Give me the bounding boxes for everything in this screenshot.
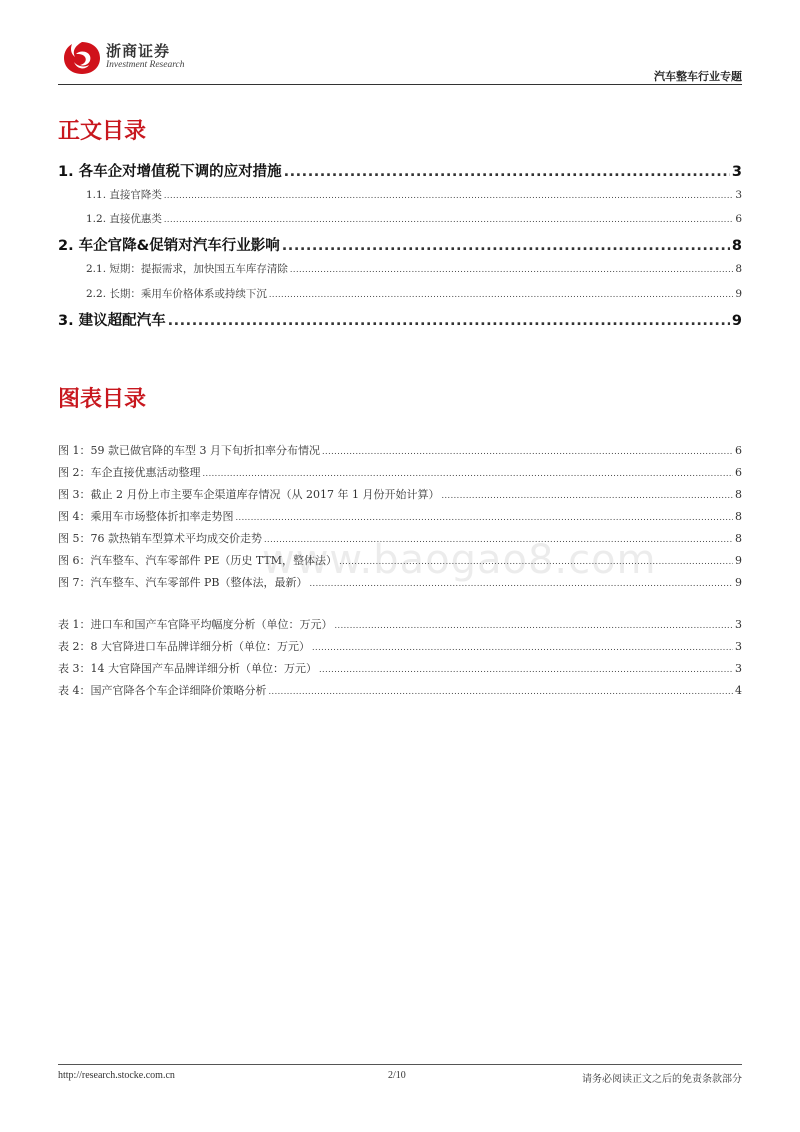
table-item-page: 3 <box>735 662 742 675</box>
figure-item-page: 6 <box>735 444 742 457</box>
table-item-label: 表 2：8 大官降进口车品牌详细分析（单位：万元） <box>58 640 310 653</box>
table-item[interactable] <box>58 638 742 654</box>
footer-disclaimer: 请务必阅读正文之后的免责条款部分 <box>582 1074 742 1085</box>
toc-item-page: 9 <box>731 313 742 329</box>
figure-item-label: 图 5：76 款热销车型算术平均成交价走势 <box>58 532 262 545</box>
figure-item[interactable] <box>58 442 742 458</box>
figure-item-label: 图 7：汽车整车、汽车零部件 PB（整体法，最新） <box>58 576 308 589</box>
table-item[interactable] <box>58 660 742 676</box>
toc-item-page: 3 <box>735 189 742 201</box>
figures-title: 图表目录 <box>58 387 147 412</box>
toc-item[interactable] <box>58 261 742 276</box>
table-item-page: 4 <box>735 684 742 697</box>
toc-item[interactable] <box>58 286 742 301</box>
toc-leader <box>319 665 733 674</box>
footer-divider <box>58 1064 742 1065</box>
table-item-label: 表 1：进口车和国产车官降平均幅度分析（单位：万元） <box>58 618 333 631</box>
brand-name-cn: 浙商证券 <box>106 42 171 60</box>
toc-item[interactable] <box>58 234 742 255</box>
table-item[interactable] <box>58 616 742 632</box>
toc-item-page: 9 <box>735 288 742 300</box>
figure-item-page: 8 <box>735 510 742 523</box>
toc-leader <box>441 491 733 500</box>
toc-leader <box>203 469 734 478</box>
figure-item[interactable] <box>58 464 742 480</box>
toc-leader <box>168 313 730 329</box>
table-item-page: 3 <box>735 640 742 653</box>
toc-item-page: 3 <box>731 164 742 180</box>
figure-item-page: 9 <box>735 576 742 589</box>
toc-item-page: 6 <box>735 213 742 225</box>
toc-item-label: 3. 建议超配汽车 <box>58 313 166 329</box>
page-number: 2/10 <box>388 1070 406 1081</box>
toc-leader <box>335 621 734 630</box>
figure-item-page: 8 <box>735 532 742 545</box>
toc-item-label: 2.2. 长期：乘用车价格体系或持续下沉 <box>86 288 267 300</box>
figure-item[interactable] <box>58 486 742 502</box>
toc-leader <box>312 643 733 652</box>
toc-item-page: 8 <box>731 238 742 254</box>
figure-item-page: 9 <box>735 554 742 567</box>
toc-leader <box>269 687 734 696</box>
toc-item[interactable] <box>58 309 742 330</box>
toc-item-label: 2.1. 短期：提振需求，加快国五车库存清除 <box>86 263 288 275</box>
toc-item[interactable] <box>58 211 742 226</box>
toc-leader <box>236 513 734 522</box>
figure-item-label: 图 3：截止 2 月份上市主要车企渠道库存情况（从 2017 年 1 月份开始计算） <box>58 488 440 501</box>
figure-item-page: 6 <box>735 466 742 479</box>
table-item-label: 表 4：国产官降各个车企详细降价策略分析 <box>58 684 267 697</box>
toc-title: 正文目录 <box>58 119 147 144</box>
toc-leader <box>164 215 733 224</box>
table-item-label: 表 3：14 大官降国产车品牌详细分析（单位：万元） <box>58 662 317 675</box>
watermark: www.baogao8.com <box>262 537 657 583</box>
toc-leader <box>282 238 730 254</box>
footer-url-link[interactable]: http://research.stocke.com.cn <box>58 1070 175 1081</box>
brand-name-en: Investment Research <box>106 60 185 70</box>
toc-item[interactable] <box>58 160 742 181</box>
toc-item[interactable] <box>58 187 742 202</box>
toc-leader <box>290 265 733 274</box>
toc-item-label: 1.2. 直接优惠类 <box>86 213 162 225</box>
figure-item-page: 8 <box>735 488 742 501</box>
zheshang-logo-icon <box>62 40 102 76</box>
figure-item-label: 图 4：乘用车市场整体折扣率走势图 <box>58 510 234 523</box>
toc-leader <box>284 164 730 180</box>
toc-item-label: 1. 各车企对增值税下调的应对措施 <box>58 164 282 180</box>
table-item[interactable] <box>58 682 742 698</box>
toc-item-page: 8 <box>735 263 742 275</box>
toc-item-label: 2. 车企官降&促销对汽车行业影响 <box>58 238 280 254</box>
table-item-page: 3 <box>735 618 742 631</box>
figure-item-label: 图 2：车企直接优惠活动整理 <box>58 466 201 479</box>
toc-item-label: 1.1. 直接官降类 <box>86 189 162 201</box>
header-divider <box>58 84 742 85</box>
toc-leader <box>269 290 733 299</box>
figure-item-label: 图 1：59 款已做官降的车型 3 月下旬折扣率分布情况 <box>58 444 320 457</box>
figure-item[interactable] <box>58 508 742 524</box>
toc-leader <box>164 191 733 200</box>
figure-item-label: 图 6：汽车整车、汽车零部件 PE（历史 TTM，整体法） <box>58 554 338 567</box>
report-type: 汽车整车行业专题 <box>654 70 742 83</box>
page-header <box>0 0 800 90</box>
toc-leader <box>322 447 733 456</box>
